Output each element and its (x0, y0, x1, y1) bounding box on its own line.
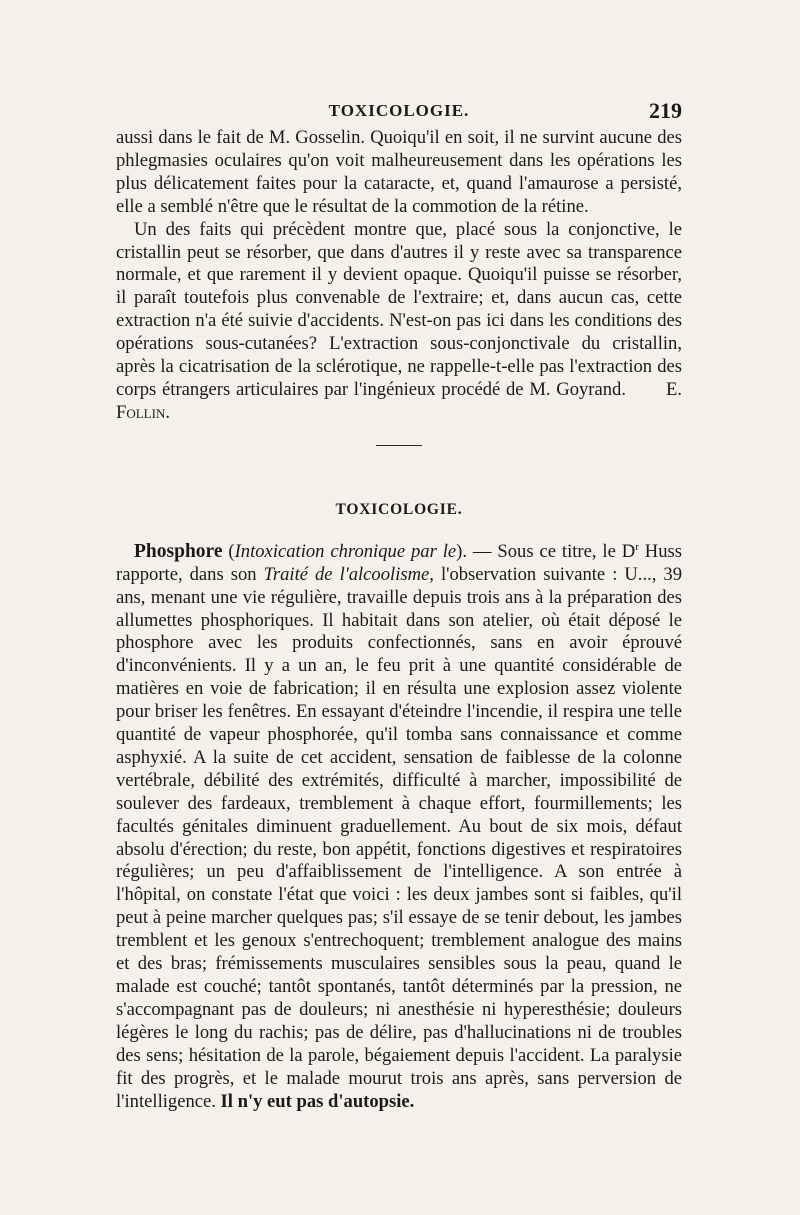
paragraph-lens-discussion (116, 219, 682, 425)
doctor-superscript: r (635, 540, 639, 553)
entry-subtitle: Intoxication chronique par le (234, 540, 457, 562)
entry-closing-remark: Il n'y eut pas d'autopsie. (215, 1090, 415, 1112)
entry-text-before-book: Huss rapporte, dans son (116, 540, 682, 585)
paragraph-lens-text: Un des faits qui précèdent montre que, placé sous la conjonctive, le cristallin peut se résorber, que dans d'autres il y reste avec sa transparence normale, et que rarement il y devient opaque. Quoiqu'il puisse se résorber, il paraît toutefois plus convenable de l'extraire; et, dans aucun cas, cette extraction n'a été suivie d'accidents. N'est-on pas ici dans les conditions des opérations sous-cutanées? L'extraction sous-conjonctivale du cristallin, après la cicatrisation de la sclérotique, ne rappelle-t-elle pas l'extraction des corps étrangers articulaires par l'ingénieux procédé de M. Goyrand. (116, 218, 682, 400)
section-divider (376, 445, 422, 446)
running-header (116, 95, 682, 127)
phosphore-entry (116, 541, 682, 1114)
section-title: TOXICOLOGIE. (335, 500, 463, 518)
entry-paren-open: ( (222, 540, 235, 562)
book-title: Traité de l'alcoolisme (263, 563, 430, 585)
entry-intro: ). — Sous ce titre, le D (456, 540, 636, 562)
entry-headword: Phosphore (134, 540, 223, 562)
book-page (116, 95, 682, 1113)
paragraph-continuation: aussi dans le fait de M. Gosselin. Quoiqu'il en soit, il ne survint aucune des phlegmasies oculaires qu'on voit malheureusement dans les opérations les plus délicatement faites pour la cataracte, et, quand l'amaurose a persisté, elle a semblé n'être que le résultat de la commotion de la rétine. (116, 127, 682, 217)
running-title: TOXICOLOGIE. (328, 101, 470, 120)
page-number: 219 (649, 98, 682, 123)
entry-observation-text: , l'observation suivante : U..., 39 ans, menant une vie régulière, travaille depuis trois ans à la préparation des allumettes phosphoriques. Il habitait dans son atelier, où était déposé le phosphore avec les produits confectionnés, sans en avoir éprouvé d'inconvénients. Il y a un an, le feu prit à une quantité considérable de matières en voie de fabrication; il en résulta une explosion assez violente pour briser les fenêtres. En essayant d'éteindre l'incendie, il respira une telle quantité de vapeur phosphorée, qu'il tomba sans connaissance et comme asphyxié. A la suite de cet accident, sensation de faiblesse de la colonne vertébrale, débilité des extrémités, difficulté à marcher, impossibilité de soulever des fardeaux, tremblement à chaque effort, fourmillements; les facultés génitales diminuent graduellement. Au bout de six mois, défaut absolu d'érection; du reste, bon appétit, fonctions digestives et respiratoires régulières; un peu d'affaiblissement de l'intelligence. A son entrée à l'hôpital, on constate l'état que voici : les deux jambes sont si faibles, qu'il peut à peine marcher quelques pas; s'il essaye de se tenir debout, les jambes tremblent et les genoux s'entrechoquent; tremblement analogue des mains et des bras; frémissements musculaires sensibles sous la peau, quand le malade est couché; tantôt spontanés, tantôt déterminés par la pression, ne s'accompagnant pas de douleurs; ni anesthésie ni hyperesthésie; douleurs légères le long du rachis; pas de délire, pas d'hallucinations ni de troubles des sens; hésitation de la parole, bégaiement depuis l'accident. La paralysie fit des progrès, et le malade mourut trois ans après, sans perversion de l'intelligence. (116, 563, 683, 1112)
author-signature: E. Follin. (116, 378, 682, 423)
